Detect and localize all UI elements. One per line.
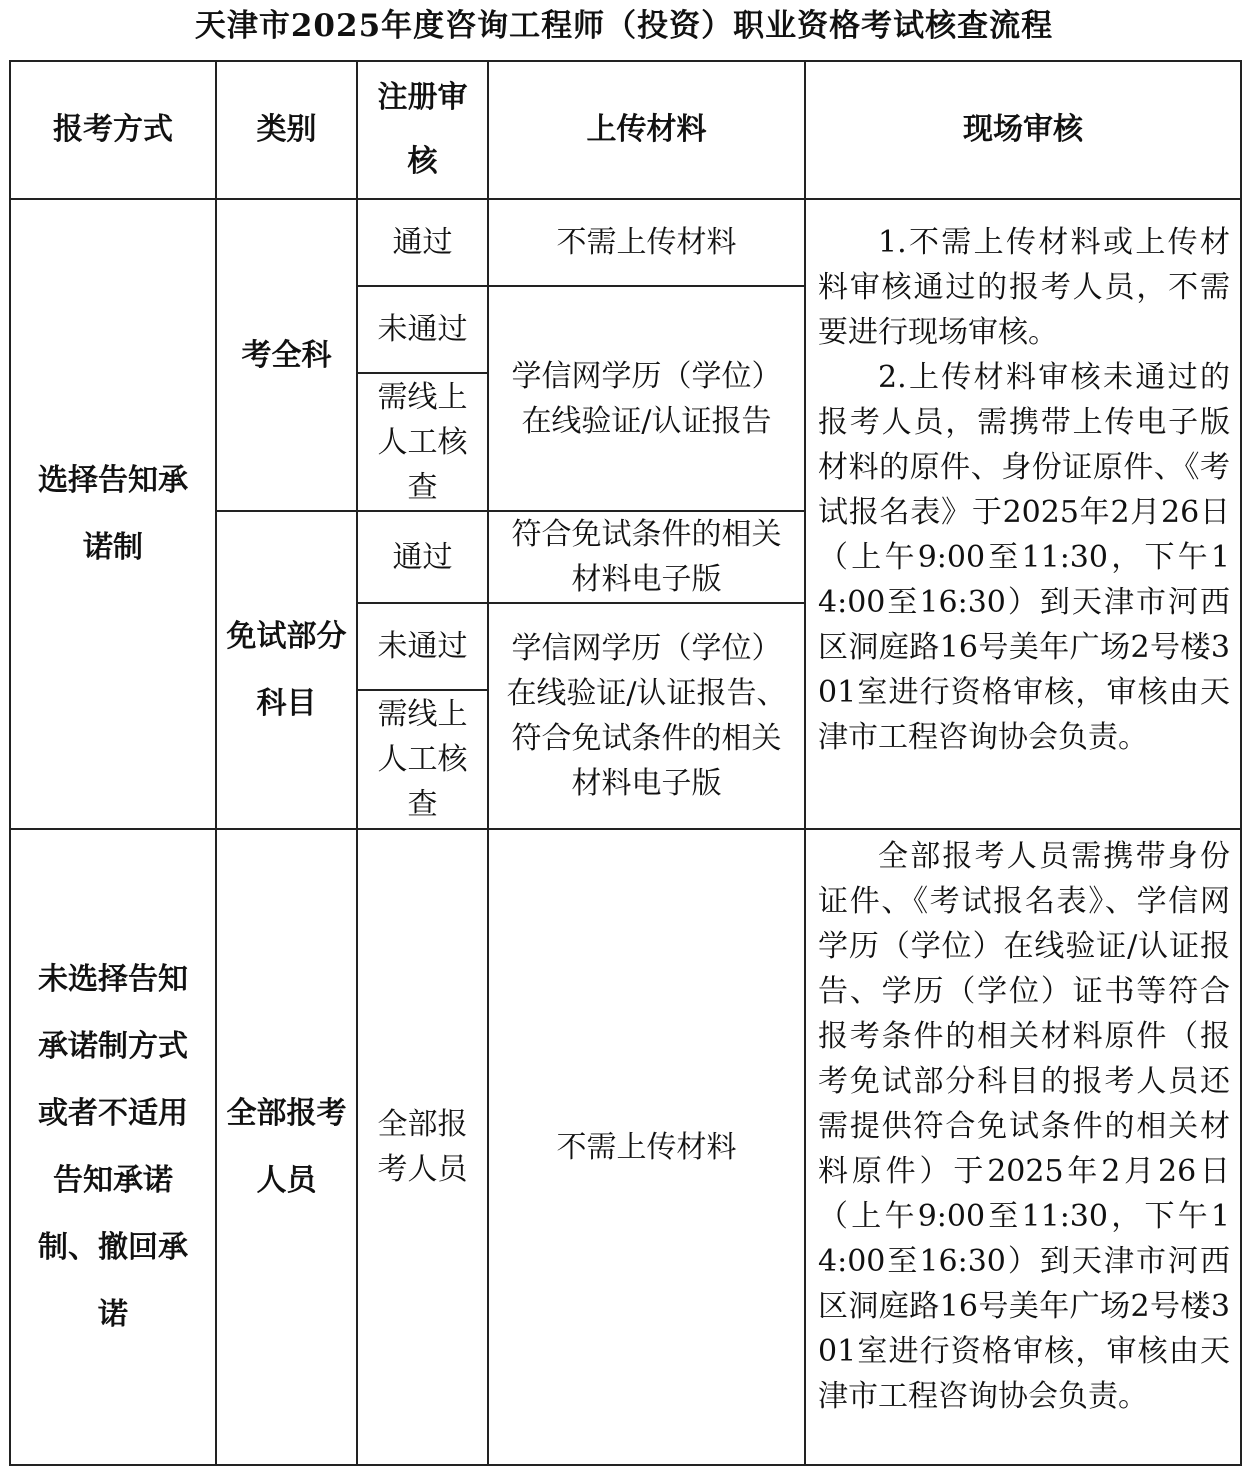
material-full-pass: 不需上传材料 [488, 199, 805, 286]
header-category: 类别 [216, 61, 357, 199]
header-upload-materials: 上传材料 [488, 61, 805, 199]
reg-exempt-manual: 需线上人工核查 [357, 690, 488, 829]
reg-all-applicants: 全部报考人员 [357, 829, 488, 1465]
material-exempt-pass: 符合免试条件的相关材料电子版 [488, 511, 805, 603]
onsite-commitment-note-2: 2.上传材料审核未通过的报考人员，需携带上传电子版材料的原件、身份证原件、《考试报名表》于2025年2月26日（上午9:00至11:30，下午14:00至16:30）到天津市河西区洞庭路16号美年广场2号楼301室进行资格审核，审核由天津市工程咨询协会负责。 [818, 360, 1230, 755]
reg-full-manual: 需线上人工核查 [357, 373, 488, 511]
material-no-upload: 不需上传材料 [488, 829, 805, 1465]
method-no-commitment: 未选择告知承诺制方式或者不适用告知承诺制、撤回承诺 [10, 829, 216, 1465]
table-row [10, 829, 1241, 1465]
category-full-subjects: 考全科 [216, 199, 357, 511]
onsite-no-commitment-note: 全部报考人员需携带身份证件、《考试报名表》、学信网学历（学位）在线验证/认证报告、学历（学位）证书等符合报考条件的相关材料原件（报考免试部分科目的报考人员还需提供符合免试条件的相关材料原件）于2025年2月26日（上午9:00至11:30，下午14:00至16:30）到天津市河西区洞庭路16号美年广场2号楼301室进行资格审核，审核由天津市工程咨询协会负责。 [818, 839, 1230, 1414]
header-row [10, 61, 1241, 199]
reg-exempt-pass: 通过 [357, 511, 488, 603]
document-title: 天津市2025年度咨询工程师（投资）职业资格考试核查流程 [194, 8, 1054, 44]
category-all-applicants: 全部报考人员 [216, 829, 357, 1465]
reg-full-pass: 通过 [357, 199, 488, 286]
onsite-commitment-note-1: 1.不需上传材料或上传材料审核通过的报考人员，不需要进行现场审核。 [818, 225, 1230, 350]
reg-exempt-fail: 未通过 [357, 603, 488, 690]
material-exempt-fail-manual: 学信网学历（学位）在线验证/认证报告、符合免试条件的相关材料电子版 [488, 603, 805, 829]
method-commitment: 选择告知承诺制 [10, 199, 216, 829]
onsite-no-commitment [805, 829, 1241, 1465]
header-registration-review: 注册审核 [357, 61, 488, 199]
table-row [10, 199, 1241, 286]
header-onsite-review: 现场审核 [805, 61, 1241, 199]
category-exempt-subjects: 免试部分科目 [216, 511, 357, 829]
reg-full-fail: 未通过 [357, 286, 488, 373]
review-process-table [9, 60, 1242, 1466]
material-full-fail-manual: 学信网学历（学位）在线验证/认证报告 [488, 286, 805, 511]
header-method: 报考方式 [10, 61, 216, 199]
onsite-commitment [805, 199, 1241, 829]
